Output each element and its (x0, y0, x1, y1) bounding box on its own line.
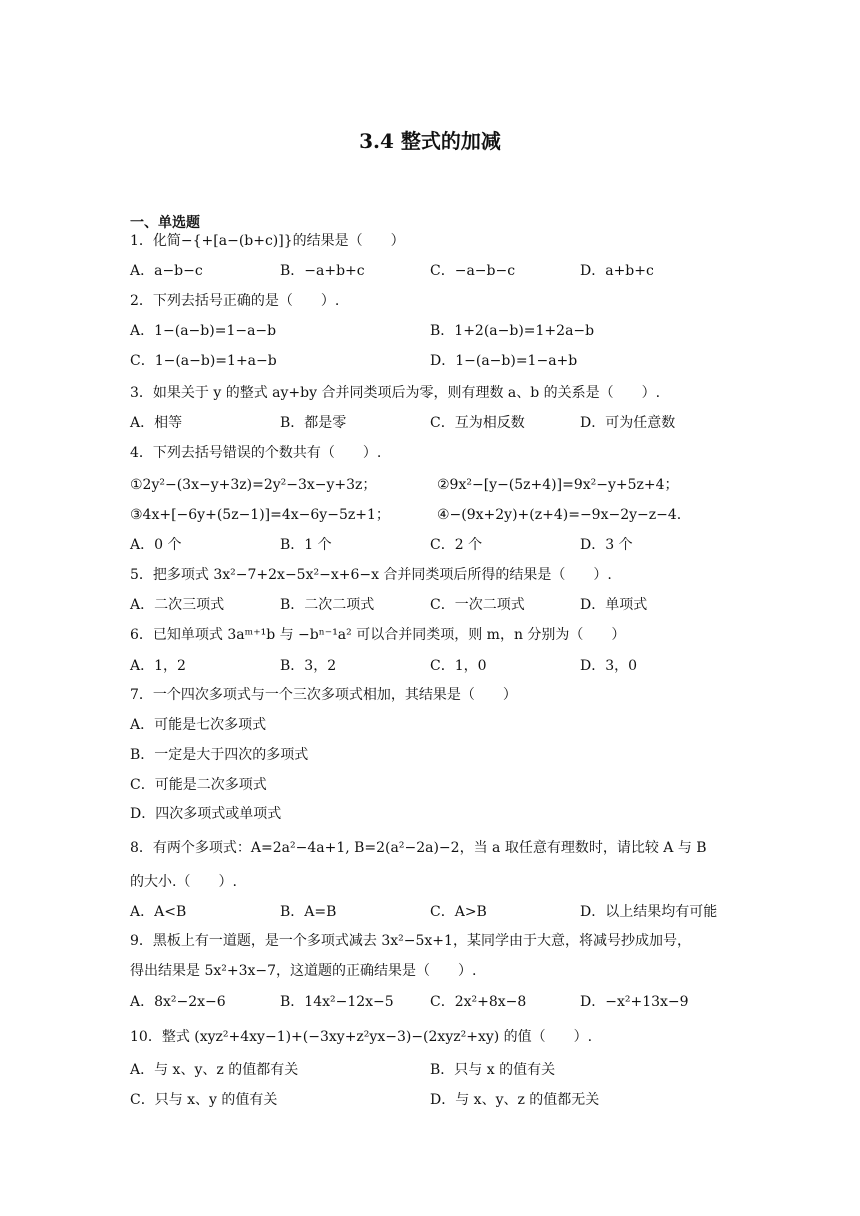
question-7-option-a: A．可能是七次多项式 (130, 717, 267, 733)
section-heading: 一、单选题 (130, 215, 200, 231)
question-8-stem-line-2: 的大小.（ ）. (130, 874, 237, 890)
question-9-option-a: A．8x²−2x−6 (130, 994, 226, 1010)
question-3-option-a: A．相等 (130, 415, 183, 431)
question-1-option-a: A．a−b−c (130, 263, 203, 279)
question-10-option-c: C．只与 x、y 的值有关 (130, 1092, 278, 1108)
question-1-stem: 1．化简−{+[a−(b+c)]}的结果是（ ） (130, 233, 405, 249)
question-6-option-b: B．3，2 (280, 658, 337, 674)
question-5-option-d: D．单项式 (580, 597, 648, 613)
question-7-option-b: B．一定是大于四次的多项式 (130, 747, 309, 763)
question-4-stem: 4．下列去括号错误的个数共有（ ）. (130, 445, 382, 461)
question-4-option-a: A．0 个 (130, 537, 182, 553)
question-1-option-d: D．a+b+c (580, 263, 654, 279)
question-3-stem: 3．如果关于 y 的整式 ay+by 合并同类项后为零，则有理数 a、b 的关系是（ ）. (130, 385, 661, 401)
question-6-option-a: A．1，2 (130, 658, 186, 674)
question-6-option-c: C．1，0 (430, 658, 487, 674)
question-4-statement-2: ②9x²−[y−(5z+4)]=9x²−y+5z+4； (437, 477, 679, 493)
question-7-option-c: C．可能是二次多项式 (130, 777, 267, 793)
question-6-option-d: D．3，0 (580, 658, 638, 674)
question-3-option-c: C．互为相反数 (430, 415, 525, 431)
question-8-option-a: A．A<B (130, 904, 187, 920)
question-9-option-c: C．2x²+8x−8 (430, 994, 527, 1010)
question-4-option-d: D．3 个 (580, 537, 633, 553)
question-10-option-a: A．与 x、y、z 的值都有关 (130, 1062, 299, 1078)
question-8-stem-line-1: 8．有两个多项式：A=2a²−4a+1, B=2(a²−2a)−2，当 a 取任意有理数时，请比较 A 与 B (130, 840, 707, 856)
question-8-option-c: C．A>B (430, 904, 487, 920)
question-4-statement-1: ①2y²−(3x−y+3z)=2y²−3x−y+3z； (130, 477, 377, 493)
question-2-option-d: D．1−(a−b)=1−a+b (430, 353, 578, 369)
question-4-option-b: B．1 个 (280, 537, 332, 553)
question-4-statement-3: ③4x+[−6y+(5z−1)]=4x−6y−5z+1； (130, 507, 390, 523)
question-5-option-a: A．二次三项式 (130, 597, 225, 613)
question-7-option-d: D．四次多项式或单项式 (130, 806, 282, 822)
question-5-option-c: C．一次二项式 (430, 597, 525, 613)
question-9-option-b: B．14x²−12x−5 (280, 994, 394, 1010)
question-10-stem: 10．整式 (xyz²+4xy−1)+(−3xy+z²yx−3)−(2xyz²+xy) 的值（ ）. (130, 1029, 593, 1045)
question-1-option-c: C．−a−b−c (430, 263, 516, 279)
question-9-stem-line-1: 9．黑板上有一道题，是一个多项式减去 3x²−5x+1，某同学由于大意，将减号抄成加号， (130, 933, 691, 949)
question-3-option-b: B．都是零 (280, 415, 347, 431)
question-10-option-b: B．只与 x 的值有关 (430, 1062, 556, 1078)
question-8-option-d: D．以上结果均有可能 (580, 904, 718, 920)
question-4-statement-4: ④−(9x+2y)+(z+4)=−9x−2y−z−4. (437, 507, 682, 523)
question-7-stem: 7．一个四次多项式与一个三次多项式相加，其结果是（ ） (130, 687, 517, 703)
question-2-stem: 2．下列去括号正确的是（ ）. (130, 293, 340, 309)
page-title: 3.4 整式的加减 (359, 129, 501, 153)
question-5-stem: 5．把多项式 3x²−7+2x−5x²−x+6−x 合并同类项后所得的结果是（ ）. (130, 567, 612, 583)
question-6-stem: 6．已知单项式 3aᵐ⁺¹b 与 −bⁿ⁻¹a² 可以合并同类项，则 m，n 分别为（ ） (130, 627, 626, 643)
question-2-option-b: B．1+2(a−b)=1+2a−b (430, 323, 595, 339)
question-5-option-b: B．二次二项式 (280, 597, 375, 613)
question-8-option-b: B．A=B (280, 904, 337, 920)
question-10-option-d: D．与 x、y、z 的值都无关 (430, 1092, 600, 1108)
question-1-option-b: B．−a+b+c (280, 263, 365, 279)
question-3-option-d: D．可为任意数 (580, 415, 676, 431)
question-9-stem-line-2: 得出结果是 5x²+3x−7，这道题的正确结果是（ ）. (130, 963, 477, 979)
question-2-option-a: A．1−(a−b)=1−a−b (130, 323, 277, 339)
question-4-option-c: C．2 个 (430, 537, 483, 553)
question-9-option-d: D．−x²+13x−9 (580, 994, 689, 1010)
question-2-option-c: C．1−(a−b)=1+a−b (130, 353, 277, 369)
